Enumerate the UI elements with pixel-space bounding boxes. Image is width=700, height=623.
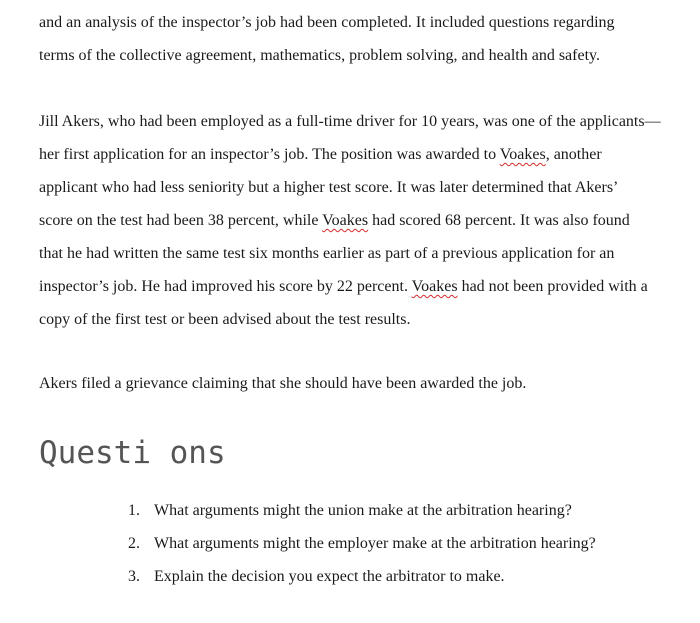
questions-heading: Questi ons	[39, 435, 226, 471]
text-segment: had scored 68 percent. It was also found	[368, 212, 630, 229]
text-segment: her first application for an inspector’s job. The position was awarded to	[39, 146, 500, 163]
question-text: What arguments might the employer make at the arbitration hearing?	[154, 535, 596, 552]
list-item	[128, 560, 596, 593]
text-segment: , another	[545, 146, 602, 163]
list-item	[128, 494, 596, 527]
question-text: What arguments might the union make at the arbitration hearing?	[154, 502, 572, 519]
paragraph-grievance	[39, 367, 689, 400]
misspelled-word[interactable]: Voakes	[322, 212, 369, 229]
paragraph-case-facts	[39, 105, 689, 336]
text-segment: score on the test had been 38 percent, while	[39, 212, 323, 229]
text-segment: inspector’s job. He had improved his score by 22 percent.	[39, 278, 412, 295]
question-text: Explain the decision you expect the arbitrator to make.	[154, 568, 505, 585]
text-line: terms of the collective agreement, mathematics, problem solving, and health and safety.	[39, 47, 600, 64]
text-line: copy of the first test or been advised about the test results.	[39, 311, 411, 328]
list-number: 2.	[128, 535, 140, 552]
text-line	[39, 138, 689, 171]
questions-list	[128, 494, 596, 593]
text-line: and an analysis of the inspector’s job had been completed. It included questions regarding	[39, 14, 615, 31]
list-item	[128, 527, 596, 560]
list-number: 1.	[128, 502, 140, 519]
list-number: 3.	[128, 568, 140, 585]
text-segment: had not been provided with a	[457, 278, 648, 295]
text-line	[39, 270, 689, 303]
text-line: Jill Akers, who had been employed as a full-time driver for 10 years, was one of the applicants—	[39, 113, 661, 130]
misspelled-word[interactable]: Voakes	[499, 146, 546, 163]
text-line: Akers filed a grievance claiming that she should have been awarded the job.	[39, 375, 527, 392]
paragraph-test-description	[39, 6, 689, 72]
text-line: applicant who had less seniority but a higher test score. It was later determined that Akers’	[39, 179, 619, 196]
text-line: that he had written the same test six months earlier as part of a previous application for an	[39, 245, 615, 262]
misspelled-word[interactable]: Voakes	[411, 278, 458, 295]
text-line	[39, 204, 689, 237]
